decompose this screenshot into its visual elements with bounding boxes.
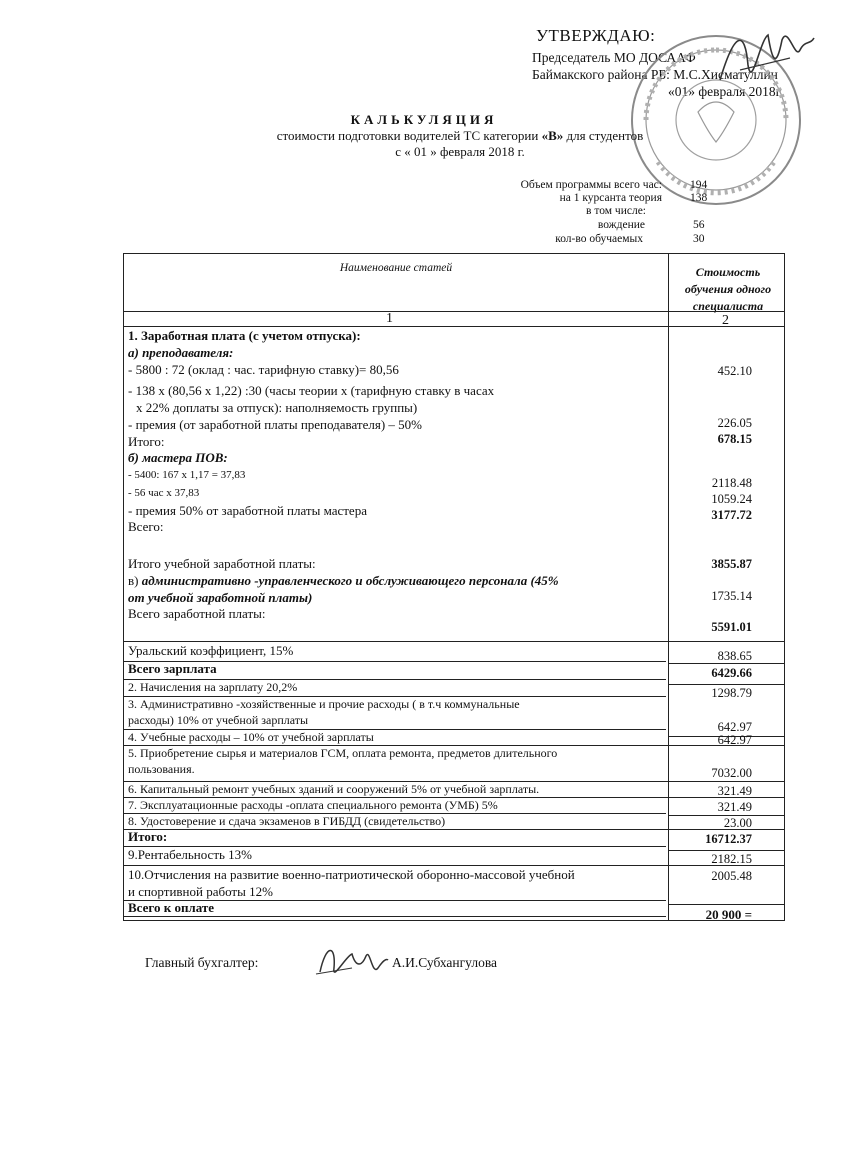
- teacher-value-4: 226.05: [717, 416, 752, 430]
- admin-staff-text: административно -управленческого и обслуживающего персонала (45%: [141, 573, 559, 588]
- row-5-value: 7032.00: [711, 766, 752, 780]
- teacher-title-text: а) преподавателя:: [128, 345, 234, 360]
- document-title: КАЛЬКУЛЯЦИЯ: [350, 112, 498, 127]
- column-number-1: 1: [386, 311, 393, 326]
- ural-label: Уральский коэффициент, 15%: [128, 643, 294, 658]
- approval-date: «01» февраля 2018г.: [668, 84, 784, 99]
- study-salary-value: 3855.87: [711, 557, 752, 571]
- approval-heading: УТВЕРЖДАЮ:: [536, 26, 656, 45]
- section-master-title: б) мастера ПОВ:: [128, 450, 228, 465]
- row-6-label: 6. Капитальный ремонт учебных зданий и сооружений 5% от учебной зарплаты.: [128, 782, 540, 796]
- pay-total-value: 20 900 =: [705, 907, 752, 922]
- row-10-line-2: и спортивной работы 12%: [128, 884, 273, 899]
- row-3-line-2: расходы) 10% от учебной зарплаты: [128, 713, 309, 727]
- total-salary-label: Всего зарплата: [128, 661, 217, 676]
- accountant-signature-icon: [312, 938, 392, 988]
- teacher-line-2: - 138 х (80,56 х 1,22) :30 (часы теории х (тарифную ставку в часах: [128, 383, 495, 398]
- row-5-line-1: 5. Приобретение сырья и материалов ГСМ, оплата ремонта, предметов длительного: [128, 746, 558, 760]
- teacher-line-4: - премия (от заработной платы преподавателя) – 50%: [128, 417, 422, 432]
- row-4-value: 642.97: [717, 733, 752, 747]
- column-number-2: 2: [722, 313, 729, 328]
- chief-accountant-name: А.И.Субхангулова: [392, 955, 498, 970]
- total-salary-value: 6429.66: [711, 666, 752, 680]
- admin-staff-value: 1735.14: [711, 589, 752, 603]
- row-4-label: 4. Учебные расходы – 10% от учебной зарплаты: [128, 730, 374, 744]
- header-cost-line-3: специалиста: [692, 299, 764, 313]
- program-label-4: вождение: [597, 219, 645, 231]
- program-value-1: 194: [690, 179, 708, 191]
- admin-staff-line-1: [128, 573, 559, 589]
- row-6-value: 321.49: [717, 784, 752, 798]
- itogo-label: Итого:: [128, 829, 168, 844]
- program-value-4: 56: [693, 219, 705, 231]
- row-3-line-1: 3. Административно -хозяйственные и прочие расходы ( в т.ч коммунальные: [128, 697, 520, 711]
- section-teacher-title: [128, 345, 233, 361]
- header-cost-line-2: обучения одного: [684, 282, 772, 296]
- row-7-label: 7. Эксплуатационные расходы -оплата специального ремонта (УМБ) 5%: [128, 798, 498, 812]
- master-value-3: 3177.72: [711, 508, 752, 522]
- row-10-line-1: 10.Отчисления на развитие военно-патриотической оборонно-массовой учебной: [128, 867, 575, 882]
- row-9-label: 9.Рентабельность 13%: [128, 847, 253, 862]
- program-label-2: на 1 курсанта теория: [559, 192, 662, 204]
- subtitle-text: стоимости подготовки водителей ТС категории: [276, 128, 542, 143]
- row-3-value: 642.97: [717, 720, 752, 734]
- row-5-line-2: пользования.: [128, 762, 195, 776]
- teacher-line-3: х 22% доплаты за отпуск): наполняемость группы): [136, 400, 418, 415]
- itogo-value: 16712.37: [705, 832, 752, 846]
- document-subtitle: [0, 128, 848, 144]
- admin-staff-prefix: в): [128, 573, 142, 588]
- header-cost-line-1: Стоимость: [695, 265, 761, 279]
- program-label-1: Объем программы всего час:: [520, 179, 662, 191]
- master-total-label: Всего:: [128, 519, 164, 534]
- teacher-value-1: 452.10: [717, 364, 752, 378]
- ural-value: 838.65: [717, 649, 752, 663]
- master-line-3: - премия 50% от заработной платы мастера: [128, 503, 367, 518]
- row-9-value: 2182.15: [711, 852, 752, 866]
- section-salary-title: 1. Заработная плата (с учетом отпуска):: [128, 328, 361, 343]
- header-cost: [670, 264, 786, 315]
- calculation-table: [123, 253, 785, 921]
- header-name: Наименование статей: [339, 262, 453, 274]
- director-signature-icon: [710, 20, 820, 100]
- master-line-2: - 56 час х 37,83: [128, 487, 200, 499]
- study-salary-label: Итого учебной заработной платы:: [128, 556, 316, 571]
- master-line-1: - 5400: 167 х 1,17 = 37,83: [128, 469, 246, 481]
- admin-staff-line-2: от учебной заработной платы): [128, 590, 313, 605]
- row-2-value: 1298.79: [711, 686, 752, 700]
- program-value-2: 138: [690, 192, 708, 204]
- row-8-label: 8. Удостоверение и сдача экзаменов в ГИБДД (свидетельство): [128, 814, 446, 828]
- teacher-total-label: Итого:: [128, 434, 165, 449]
- row-8-value: 23.00: [723, 816, 752, 830]
- program-label-5: кол-во обучаемых: [555, 233, 643, 245]
- master-value-2: 1059.24: [711, 492, 752, 506]
- all-salary-label: Всего заработной платы:: [128, 606, 266, 621]
- all-salary-value: 5591.01: [711, 620, 752, 634]
- row-7-value: 321.49: [717, 800, 752, 814]
- approval-line-2: Баймакского района РБ: М.С.Хисматуллин: [532, 67, 778, 82]
- teacher-line-1: - 5800 : 72 (оклад : час. тарифную ставку)= 80,56: [128, 362, 399, 377]
- subtitle-tail: для студентов: [563, 128, 644, 143]
- chief-accountant-role: Главный бухгалтер:: [145, 955, 259, 970]
- approval-line-1: Председатель МО ДОСААФ: [532, 50, 696, 65]
- teacher-total-value: 678.15: [717, 432, 752, 446]
- row-10-value: 2005.48: [711, 869, 752, 883]
- document-date-line: с « 01 » февраля 2018 г.: [395, 144, 525, 159]
- program-value-5: 30: [693, 233, 705, 245]
- pay-total-label: Всего к оплате: [128, 900, 215, 915]
- program-label-3: в том числе:: [586, 205, 646, 217]
- subtitle-category: «В»: [541, 128, 564, 143]
- row-2-label: 2. Начисления на зарплату 20,2%: [128, 680, 298, 694]
- master-value-1: 2118.48: [711, 476, 752, 490]
